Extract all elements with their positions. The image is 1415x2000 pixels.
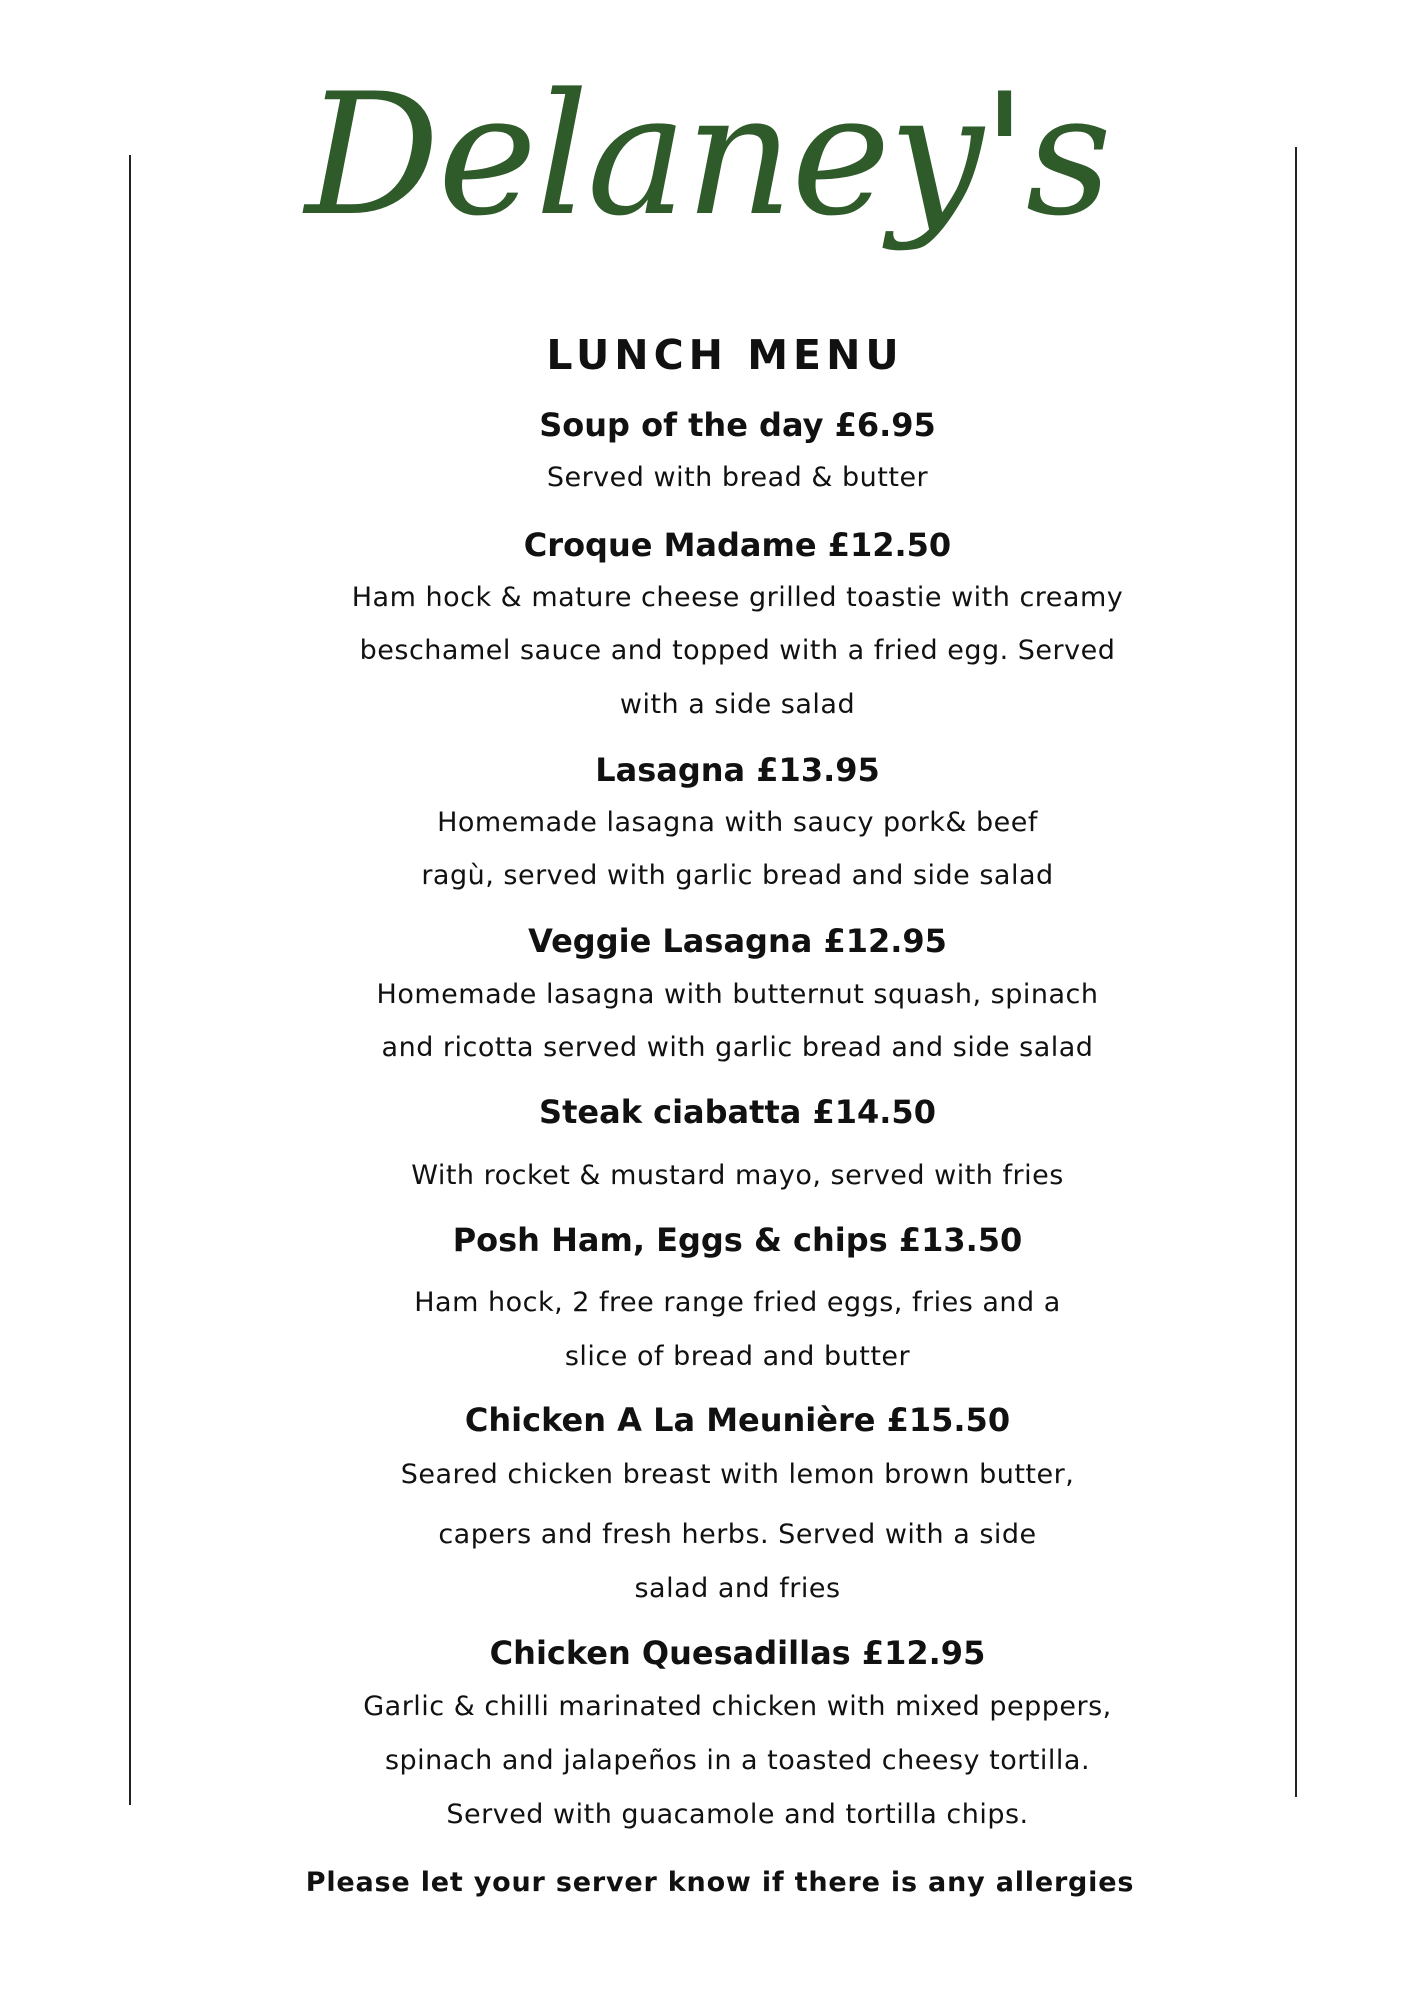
dish-description-line: Ham hock & mature cheese grilled toastie with creamy <box>351 582 1124 613</box>
dish-description-line: Homemade lasagna with butternut squash, spinach <box>376 979 1099 1010</box>
dish-description-line: With rocket & mustard mayo, served with fries <box>411 1160 1064 1191</box>
dish-description-line: Homemade lasagna with saucy pork& beef <box>437 807 1038 838</box>
dish-description-line: spinach and jalapeños in a toasted cheesy tortilla. <box>384 1745 1091 1776</box>
dish-title: Croque Madame £12.50 <box>523 526 952 564</box>
allergy-note: Please let your server know if there is any allergies <box>305 1867 1135 1898</box>
dish-title: Chicken Quesadillas £12.95 <box>489 1634 986 1672</box>
dish-description-line: Served with guacamole and tortilla chips. <box>446 1799 1029 1830</box>
dish-description-line: capers and fresh herbs. Served with a side <box>438 1519 1037 1550</box>
dish-title: Soup of the day £6.95 <box>539 406 936 444</box>
dish-title: Chicken A La Meunière £15.50 <box>464 1401 1011 1439</box>
dish-title: Veggie Lasagna £12.95 <box>528 922 947 960</box>
menu-title: LUNCH MENU <box>546 331 904 379</box>
dish-title: Steak ciabatta £14.50 <box>539 1093 936 1131</box>
dish-description-line: Served with bread & butter <box>546 462 929 493</box>
dish-title: Posh Ham, Eggs & chips £13.50 <box>452 1221 1023 1259</box>
dish-description-line: slice of bread and butter <box>564 1341 911 1372</box>
dish-description-line: with a side salad <box>619 689 856 720</box>
dish-description-line: Garlic & chilli marinated chicken with mixed peppers, <box>363 1691 1112 1722</box>
dish-title: Lasagna £13.95 <box>595 751 880 789</box>
dish-description-line: and ricotta served with garlic bread and side salad <box>381 1032 1094 1063</box>
dish-description-line: ragù, served with garlic bread and side salad <box>421 860 1054 891</box>
dish-description-line: beschamel sauce and topped with a fried egg. Served <box>359 635 1116 666</box>
dish-description-line: salad and fries <box>634 1573 841 1604</box>
restaurant-logo: Delaney's <box>305 57 1110 253</box>
dish-description-line: Seared chicken breast with lemon brown butter, <box>400 1459 1075 1490</box>
dish-description-line: Ham hock, 2 free range fried eggs, fries and a <box>414 1287 1061 1318</box>
